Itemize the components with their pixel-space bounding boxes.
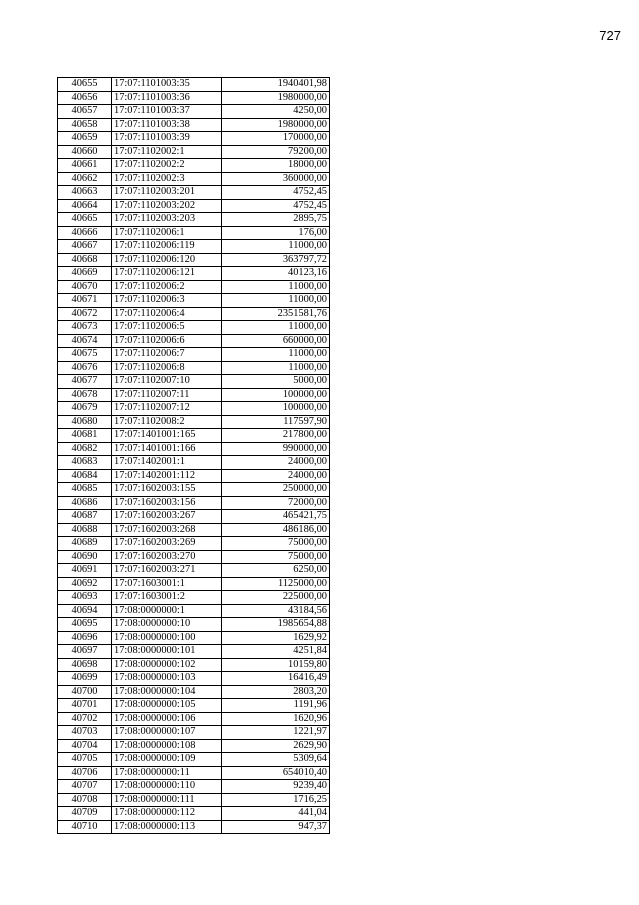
cadastral-number-cell: 17:07:1602003:270 xyxy=(112,550,222,564)
row-number-cell: 40659 xyxy=(58,132,112,146)
table-row xyxy=(58,415,330,429)
registry-table xyxy=(57,77,330,834)
cadastral-number-cell: 17:07:1602003:268 xyxy=(112,523,222,537)
cadastral-value-cell: 947,37 xyxy=(222,820,330,834)
table-row xyxy=(58,537,330,551)
cadastral-value-cell: 16416,49 xyxy=(222,672,330,686)
table-row xyxy=(58,712,330,726)
table-row xyxy=(58,186,330,200)
row-number-cell: 40666 xyxy=(58,226,112,240)
cadastral-value-cell: 4251,84 xyxy=(222,645,330,659)
cadastral-number-cell: 17:07:1102006:8 xyxy=(112,361,222,375)
table-row xyxy=(58,361,330,375)
cadastral-number-cell: 17:08:0000000:109 xyxy=(112,753,222,767)
registry-table-body xyxy=(58,78,330,834)
cadastral-value-cell: 1125000,00 xyxy=(222,577,330,591)
row-number-cell: 40699 xyxy=(58,672,112,686)
cadastral-number-cell: 17:07:1102006:120 xyxy=(112,253,222,267)
row-number-cell: 40677 xyxy=(58,375,112,389)
row-number-cell: 40675 xyxy=(58,348,112,362)
row-number-cell: 40709 xyxy=(58,807,112,821)
cadastral-value-cell: 4752,45 xyxy=(222,186,330,200)
cadastral-value-cell: 465421,75 xyxy=(222,510,330,524)
cadastral-value-cell: 217800,00 xyxy=(222,429,330,443)
cadastral-number-cell: 17:08:0000000:101 xyxy=(112,645,222,659)
row-number-cell: 40702 xyxy=(58,712,112,726)
cadastral-number-cell: 17:07:1402001:1 xyxy=(112,456,222,470)
cadastral-number-cell: 17:07:1102003:202 xyxy=(112,199,222,213)
cadastral-value-cell: 1629,92 xyxy=(222,631,330,645)
table-row xyxy=(58,604,330,618)
cadastral-value-cell: 225000,00 xyxy=(222,591,330,605)
cadastral-number-cell: 17:07:1602003:271 xyxy=(112,564,222,578)
table-row xyxy=(58,496,330,510)
table-row xyxy=(58,469,330,483)
row-number-cell: 40683 xyxy=(58,456,112,470)
cadastral-number-cell: 17:07:1101003:36 xyxy=(112,91,222,105)
cadastral-value-cell: 1716,25 xyxy=(222,793,330,807)
row-number-cell: 40685 xyxy=(58,483,112,497)
cadastral-number-cell: 17:07:1101003:39 xyxy=(112,132,222,146)
cadastral-number-cell: 17:08:0000000:108 xyxy=(112,739,222,753)
row-number-cell: 40681 xyxy=(58,429,112,443)
row-number-cell: 40657 xyxy=(58,105,112,119)
table-row xyxy=(58,321,330,335)
cadastral-value-cell: 2895,75 xyxy=(222,213,330,227)
cadastral-number-cell: 17:08:0000000:111 xyxy=(112,793,222,807)
cadastral-number-cell: 17:07:1102006:6 xyxy=(112,334,222,348)
cadastral-value-cell: 100000,00 xyxy=(222,388,330,402)
row-number-cell: 40694 xyxy=(58,604,112,618)
table-row xyxy=(58,766,330,780)
cadastral-value-cell: 100000,00 xyxy=(222,402,330,416)
table-row xyxy=(58,577,330,591)
cadastral-number-cell: 17:07:1602003:267 xyxy=(112,510,222,524)
table-row xyxy=(58,118,330,132)
cadastral-number-cell: 17:07:1102007:11 xyxy=(112,388,222,402)
cadastral-value-cell: 1221,97 xyxy=(222,726,330,740)
cadastral-number-cell: 17:07:1102002:1 xyxy=(112,145,222,159)
row-number-cell: 40700 xyxy=(58,685,112,699)
table-row xyxy=(58,334,330,348)
cadastral-number-cell: 17:07:1102003:201 xyxy=(112,186,222,200)
row-number-cell: 40691 xyxy=(58,564,112,578)
cadastral-value-cell: 486186,00 xyxy=(222,523,330,537)
row-number-cell: 40665 xyxy=(58,213,112,227)
cadastral-number-cell: 17:08:0000000:106 xyxy=(112,712,222,726)
table-row xyxy=(58,510,330,524)
row-number-cell: 40669 xyxy=(58,267,112,281)
table-row xyxy=(58,456,330,470)
cadastral-value-cell: 11000,00 xyxy=(222,240,330,254)
cadastral-number-cell: 17:08:0000000:113 xyxy=(112,820,222,834)
row-number-cell: 40662 xyxy=(58,172,112,186)
cadastral-number-cell: 17:08:0000000:102 xyxy=(112,658,222,672)
cadastral-number-cell: 17:07:1603001:1 xyxy=(112,577,222,591)
cadastral-value-cell: 10159,80 xyxy=(222,658,330,672)
table-row xyxy=(58,739,330,753)
cadastral-value-cell: 24000,00 xyxy=(222,469,330,483)
row-number-cell: 40692 xyxy=(58,577,112,591)
row-number-cell: 40689 xyxy=(58,537,112,551)
table-row xyxy=(58,78,330,92)
row-number-cell: 40678 xyxy=(58,388,112,402)
row-number-cell: 40684 xyxy=(58,469,112,483)
cadastral-value-cell: 11000,00 xyxy=(222,280,330,294)
row-number-cell: 40661 xyxy=(58,159,112,173)
row-number-cell: 40670 xyxy=(58,280,112,294)
table-row xyxy=(58,645,330,659)
cadastral-number-cell: 17:08:0000000:1 xyxy=(112,604,222,618)
table-row xyxy=(58,402,330,416)
row-number-cell: 40656 xyxy=(58,91,112,105)
cadastral-value-cell: 11000,00 xyxy=(222,294,330,308)
cadastral-value-cell: 40123,16 xyxy=(222,267,330,281)
cadastral-value-cell: 4250,00 xyxy=(222,105,330,119)
table-row xyxy=(58,307,330,321)
cadastral-number-cell: 17:08:0000000:110 xyxy=(112,780,222,794)
cadastral-value-cell: 6250,00 xyxy=(222,564,330,578)
table-row xyxy=(58,685,330,699)
table-row xyxy=(58,429,330,443)
table-row xyxy=(58,226,330,240)
table-row xyxy=(58,699,330,713)
row-number-cell: 40696 xyxy=(58,631,112,645)
cadastral-number-cell: 17:08:0000000:107 xyxy=(112,726,222,740)
cadastral-number-cell: 17:08:0000000:100 xyxy=(112,631,222,645)
row-number-cell: 40693 xyxy=(58,591,112,605)
table-row xyxy=(58,91,330,105)
cadastral-number-cell: 17:07:1102002:3 xyxy=(112,172,222,186)
row-number-cell: 40701 xyxy=(58,699,112,713)
cadastral-number-cell: 17:07:1102006:7 xyxy=(112,348,222,362)
table-row xyxy=(58,240,330,254)
cadastral-value-cell: 18000,00 xyxy=(222,159,330,173)
row-number-cell: 40697 xyxy=(58,645,112,659)
cadastral-value-cell: 1620,96 xyxy=(222,712,330,726)
cadastral-number-cell: 17:08:0000000:104 xyxy=(112,685,222,699)
row-number-cell: 40674 xyxy=(58,334,112,348)
cadastral-value-cell: 72000,00 xyxy=(222,496,330,510)
cadastral-value-cell: 4752,45 xyxy=(222,199,330,213)
table-row xyxy=(58,591,330,605)
cadastral-number-cell: 17:07:1102008:2 xyxy=(112,415,222,429)
cadastral-number-cell: 17:07:1101003:37 xyxy=(112,105,222,119)
cadastral-number-cell: 17:07:1102006:5 xyxy=(112,321,222,335)
table-row xyxy=(58,820,330,834)
table-row xyxy=(58,375,330,389)
cadastral-number-cell: 17:08:0000000:105 xyxy=(112,699,222,713)
cadastral-number-cell: 17:07:1102006:4 xyxy=(112,307,222,321)
cadastral-number-cell: 17:07:1102003:203 xyxy=(112,213,222,227)
cadastral-value-cell: 2351581,76 xyxy=(222,307,330,321)
cadastral-value-cell: 11000,00 xyxy=(222,361,330,375)
cadastral-value-cell: 5000,00 xyxy=(222,375,330,389)
cadastral-value-cell: 1940401,98 xyxy=(222,78,330,92)
cadastral-value-cell: 2803,20 xyxy=(222,685,330,699)
table-row xyxy=(58,780,330,794)
table-row xyxy=(58,807,330,821)
cadastral-value-cell: 1985654,88 xyxy=(222,618,330,632)
table-row xyxy=(58,726,330,740)
cadastral-number-cell: 17:07:1402001:112 xyxy=(112,469,222,483)
row-number-cell: 40708 xyxy=(58,793,112,807)
row-number-cell: 40704 xyxy=(58,739,112,753)
cadastral-number-cell: 17:08:0000000:10 xyxy=(112,618,222,632)
table-row xyxy=(58,523,330,537)
cadastral-number-cell: 17:07:1102007:12 xyxy=(112,402,222,416)
cadastral-number-cell: 17:07:1102006:3 xyxy=(112,294,222,308)
row-number-cell: 40706 xyxy=(58,766,112,780)
row-number-cell: 40703 xyxy=(58,726,112,740)
cadastral-number-cell: 17:07:1102006:2 xyxy=(112,280,222,294)
table-row xyxy=(58,618,330,632)
cadastral-value-cell: 363797,72 xyxy=(222,253,330,267)
row-number-cell: 40664 xyxy=(58,199,112,213)
cadastral-number-cell: 17:07:1603001:2 xyxy=(112,591,222,605)
cadastral-value-cell: 43184,56 xyxy=(222,604,330,618)
cadastral-value-cell: 990000,00 xyxy=(222,442,330,456)
row-number-cell: 40658 xyxy=(58,118,112,132)
cadastral-value-cell: 660000,00 xyxy=(222,334,330,348)
table-row xyxy=(58,753,330,767)
row-number-cell: 40676 xyxy=(58,361,112,375)
cadastral-value-cell: 117597,90 xyxy=(222,415,330,429)
row-number-cell: 40663 xyxy=(58,186,112,200)
table-row xyxy=(58,348,330,362)
cadastral-value-cell: 2629,90 xyxy=(222,739,330,753)
cadastral-value-cell: 250000,00 xyxy=(222,483,330,497)
table-row xyxy=(58,793,330,807)
cadastral-number-cell: 17:07:1101003:35 xyxy=(112,78,222,92)
cadastral-number-cell: 17:07:1102006:119 xyxy=(112,240,222,254)
table-row xyxy=(58,631,330,645)
cadastral-value-cell: 654010,40 xyxy=(222,766,330,780)
cadastral-value-cell: 79200,00 xyxy=(222,145,330,159)
cadastral-value-cell: 170000,00 xyxy=(222,132,330,146)
cadastral-number-cell: 17:07:1102006:121 xyxy=(112,267,222,281)
table-row xyxy=(58,672,330,686)
table-row xyxy=(58,564,330,578)
table-row xyxy=(58,267,330,281)
cadastral-number-cell: 17:07:1401001:166 xyxy=(112,442,222,456)
row-number-cell: 40705 xyxy=(58,753,112,767)
cadastral-number-cell: 17:07:1602003:269 xyxy=(112,537,222,551)
cadastral-number-cell: 17:07:1602003:155 xyxy=(112,483,222,497)
row-number-cell: 40710 xyxy=(58,820,112,834)
cadastral-value-cell: 1980000,00 xyxy=(222,118,330,132)
row-number-cell: 40679 xyxy=(58,402,112,416)
row-number-cell: 40668 xyxy=(58,253,112,267)
table-row xyxy=(58,550,330,564)
cadastral-number-cell: 17:07:1602003:156 xyxy=(112,496,222,510)
row-number-cell: 40698 xyxy=(58,658,112,672)
cadastral-number-cell: 17:08:0000000:103 xyxy=(112,672,222,686)
table-row xyxy=(58,213,330,227)
table-row xyxy=(58,145,330,159)
cadastral-value-cell: 5309,64 xyxy=(222,753,330,767)
page-number: 727 xyxy=(599,28,621,43)
row-number-cell: 40667 xyxy=(58,240,112,254)
cadastral-value-cell: 360000,00 xyxy=(222,172,330,186)
table-row xyxy=(58,280,330,294)
table-row xyxy=(58,253,330,267)
cadastral-number-cell: 17:07:1401001:165 xyxy=(112,429,222,443)
cadastral-number-cell: 17:07:1102006:1 xyxy=(112,226,222,240)
table-row xyxy=(58,388,330,402)
table-row xyxy=(58,105,330,119)
row-number-cell: 40673 xyxy=(58,321,112,335)
cadastral-value-cell: 441,04 xyxy=(222,807,330,821)
cadastral-value-cell: 24000,00 xyxy=(222,456,330,470)
cadastral-number-cell: 17:08:0000000:11 xyxy=(112,766,222,780)
row-number-cell: 40682 xyxy=(58,442,112,456)
row-number-cell: 40655 xyxy=(58,78,112,92)
row-number-cell: 40687 xyxy=(58,510,112,524)
cadastral-value-cell: 11000,00 xyxy=(222,321,330,335)
cadastral-value-cell: 1191,96 xyxy=(222,699,330,713)
cadastral-value-cell: 1980000,00 xyxy=(222,91,330,105)
row-number-cell: 40688 xyxy=(58,523,112,537)
row-number-cell: 40680 xyxy=(58,415,112,429)
cadastral-number-cell: 17:07:1102007:10 xyxy=(112,375,222,389)
table-row xyxy=(58,172,330,186)
cadastral-value-cell: 11000,00 xyxy=(222,348,330,362)
cadastral-number-cell: 17:07:1102002:2 xyxy=(112,159,222,173)
cadastral-number-cell: 17:08:0000000:112 xyxy=(112,807,222,821)
cadastral-value-cell: 176,00 xyxy=(222,226,330,240)
table-row xyxy=(58,294,330,308)
row-number-cell: 40671 xyxy=(58,294,112,308)
table-row xyxy=(58,483,330,497)
row-number-cell: 40695 xyxy=(58,618,112,632)
cadastral-value-cell: 9239,40 xyxy=(222,780,330,794)
table-row xyxy=(58,159,330,173)
row-number-cell: 40690 xyxy=(58,550,112,564)
table-row xyxy=(58,132,330,146)
table-row xyxy=(58,442,330,456)
table-row xyxy=(58,199,330,213)
row-number-cell: 40660 xyxy=(58,145,112,159)
cadastral-value-cell: 75000,00 xyxy=(222,537,330,551)
table-row xyxy=(58,658,330,672)
row-number-cell: 40672 xyxy=(58,307,112,321)
cadastral-value-cell: 75000,00 xyxy=(222,550,330,564)
row-number-cell: 40707 xyxy=(58,780,112,794)
cadastral-number-cell: 17:07:1101003:38 xyxy=(112,118,222,132)
row-number-cell: 40686 xyxy=(58,496,112,510)
